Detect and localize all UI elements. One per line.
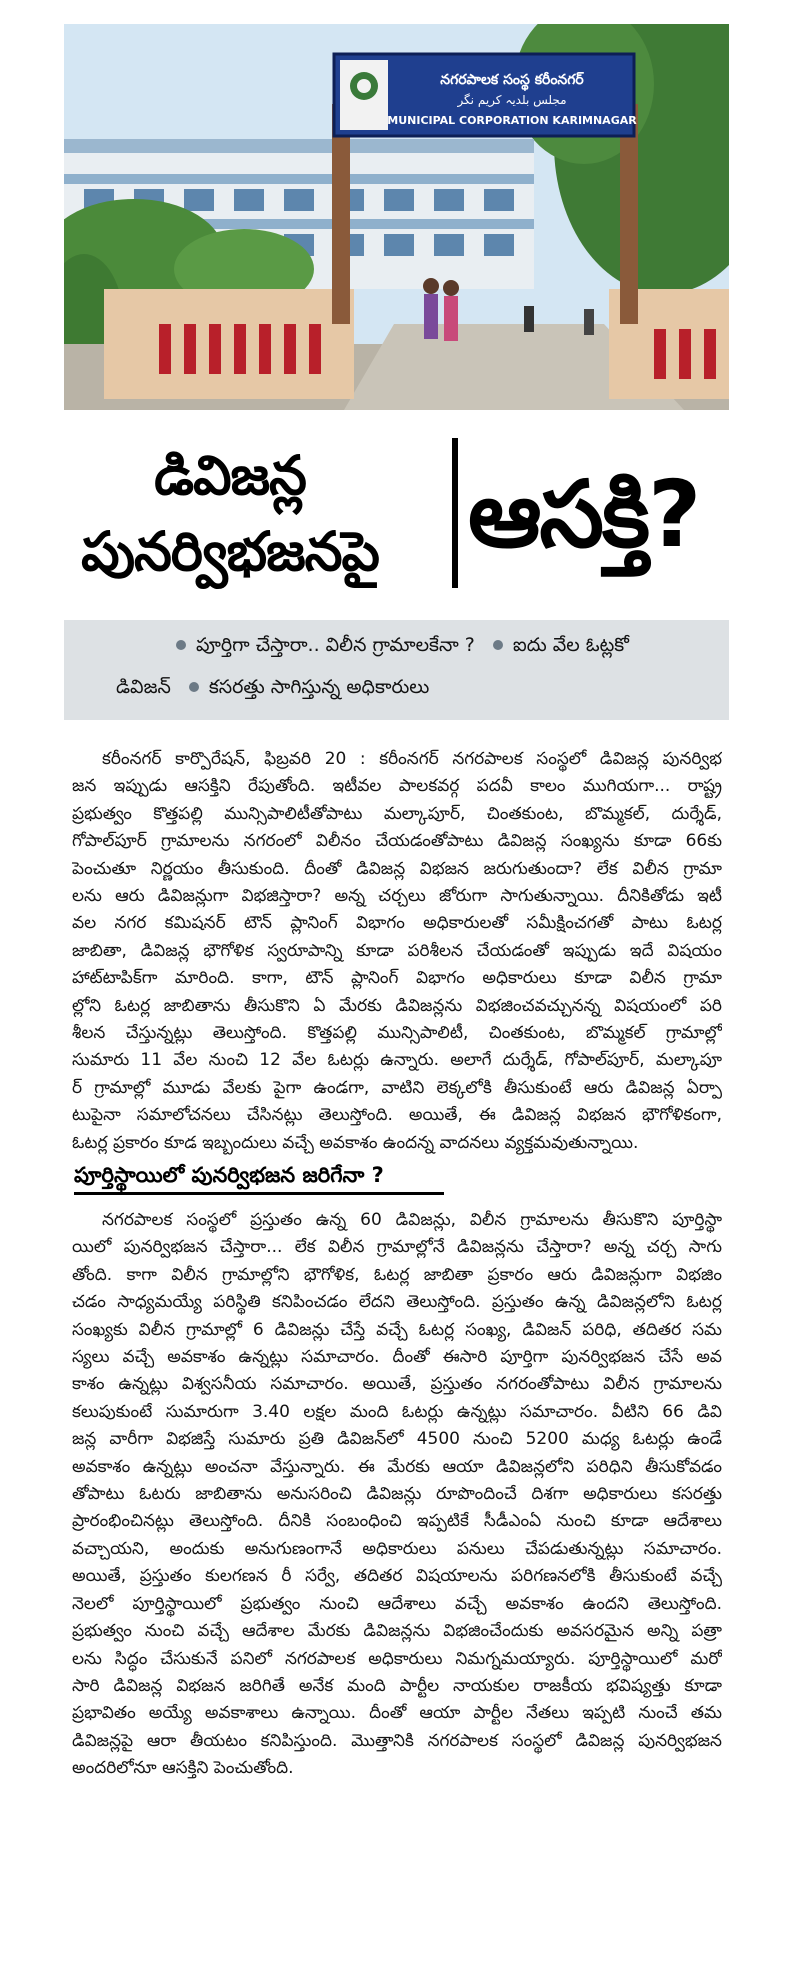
text-line: సుమారు 11 వేల నుంచి 12 వేల ఓటర్లు ఉన్నారు. అలాగే దుర్శేడ్, గోపాల్‌పూర్, మల్కాపూ	[72, 1050, 722, 1071]
text-line: శీలన చేస్తున్నట్లు తెలుస్తోంది. కొత్తపల్లి మున్సిపాలిటీ, చింతకుంట, బొమ్మకల్ గ్రామాల్లో	[72, 1023, 722, 1044]
section-subhead: పూర్తిస్థాయిలో పునర్విభజన జరిగేనా ?	[74, 1163, 384, 1187]
text-line: నగరపాలక సంస్థలో ప్రస్తుతం ఉన్న 60 డివిజన్లు, విలీన గ్రామాలను తీసుకొని పూర్తిస్థా	[102, 1210, 722, 1230]
text-line: ర్ గ్రామాల్లో మూడు వేలకు పైగా ఉండగా, వాటిని లెక్కలోకి తీసుకుంటే ఆరు డివిజన్ల ఏర్పా	[72, 1077, 722, 1098]
deck-item-1: పూర్తిగా చేస్తారా.. విలీన గ్రామాలకేనా ?	[196, 634, 475, 656]
text-line: ప్రారంభించినట్లు తెలుస్తోంది. దీనికి సంబంధించి ఇప్పటికే సీడీఎంఏ నుంచి కూడా ఆదేశాలు	[72, 1511, 722, 1532]
text-line: అయితే, ప్రస్తుతం కులగణన రీ సర్వే, తదితర విషయాలను పరిగణనలోకి తీసుకుంటే వచ్చే	[72, 1566, 722, 1587]
text-line: వల నగర కమిషనర్ టౌన్ ప్లానింగ్ విభాగం అధికారులతో సమీక్షించగతో పాటు ఓటర్ల	[72, 913, 722, 934]
text-line: పెంచుతూ నిర్ణయం తీసుకుంది. దీంతో డివిజన్ల విభజన జరుగుతుందా? లేక విలీన గ్రామా	[72, 858, 722, 879]
text-line: తోంది. కాగా విలీన గ్రామాల్లోని భౌగోళిక, ఓటర్ల జాబితా ప్రకారం ఆరు డివిజన్లుగా విభజిం	[72, 1264, 722, 1285]
headline-left	[64, 438, 396, 590]
bullet-icon	[493, 640, 503, 650]
headline-line-2: పునర్విభజనపై	[81, 520, 379, 583]
bullet-icon	[176, 640, 186, 650]
headline-line-1: డివిజన్ల	[154, 444, 306, 507]
text-line: టుపైనా సమాలోచనలు చేసినట్లు తెలుస్తోంది. అయితే, ఈ డివిజన్ల విభజన భౌగోళికంగా,	[72, 1105, 722, 1126]
text-line: సంఖ్యకు విలీన గ్రామాల్లో 6 డివిజన్లు చేస్తే వచ్చే ఓటర్ల సంఖ్య, డివిజన్ పరిధి, తదితర సమ	[72, 1319, 722, 1340]
text-line: జన్ల వారీగా విభజిస్తే సుమారు ప్రతి డివిజన్‌లో 4500 నుంచి 5200 మధ్య ఓటర్లు ఉండే	[72, 1429, 722, 1450]
deck-item-2b: డివిజన్	[116, 676, 171, 698]
article-paragraph-1	[72, 746, 722, 1157]
text-line: హాట్‌టాపిక్‌గా మారింది. కాగా, టౌన్ ప్లానింగ్ విభాగం అధికారులు కూడా విలీన గ్రామా	[72, 968, 722, 989]
subhead-underline	[74, 1192, 444, 1195]
text-line: అందరిలోనూ ఆసక్తిని పెంచుతోంది.	[72, 1758, 294, 1779]
text-line: ల్లోని ఓటర్ల జాబితాను తీసుకొని ఏ మేరకు డివిజన్లను విభజించవచ్చునన్న విషయంలో పరి	[72, 995, 722, 1016]
deck-item-2: ఐదు వేల ఓట్లకో	[512, 634, 629, 656]
headline	[64, 420, 729, 610]
text-line: జన ఇప్పుడు ఆసక్తిని రేపుతోంది. ఇటీవల పాలకవర్గ పదవీ కాలం ముగియగా... రాష్ట్ర	[72, 776, 722, 797]
headline-right: ఆసక్తి?	[468, 461, 700, 568]
text-line: నెలలో పూర్తిస్థాయిలో ప్రభుత్వం నుంచి ఆదేశాలు వచ్చే అవకాశం ఉందని తెలుస్తోంది.	[72, 1593, 722, 1614]
deck-row-2	[64, 676, 781, 703]
sign-urdu: مجلس بلدیہ کریم نگر	[457, 93, 567, 107]
text-line: ఓటర్ల ప్రకారం కూడ ఇబ్బందులు వచ్చే అవకాశం ఉందన్న వాదనలు వ్యక్తమవుతున్నాయి.	[72, 1132, 639, 1153]
text-line: ప్రభుత్వం కొత్తపల్లి మున్సిపాలిటీతోపాటు మల్కాపూర్, చింతకుంట, బొమ్మకల్, దుర్శేడ్,	[72, 803, 722, 824]
text-line: జాబితా, డివిజన్ల భౌగోళిక స్వరూపాన్ని కూడా పరిశీలన చేయడంతో ఇప్పుడు ఇదే విషయం	[72, 940, 722, 961]
text-line: ప్రభావితం అయ్యే అవకాశాలు ఉన్నాయి. దీంతో ఆయా పార్టీల నేతలు ఇప్పటి నుంచే తమ	[72, 1703, 722, 1724]
headline-divider	[452, 438, 458, 588]
text-line: లను ఆరు డివిజన్లుగా విభజిస్తారా? అన్న చర్చలు జోరుగా సాగుతున్నాయి. దీనికితోడు ఇటీ	[72, 886, 722, 907]
text-line: గోపాల్‌పూర్ గ్రామాలను నగరంలో విలీనం చేయడంతోపాటు డివిజన్ల సంఖ్యను కూడా 66కు	[72, 831, 722, 852]
text-line: సారి డివిజన్ల విభజన జరిగితే అనేక మంది పార్టీల నాయకుల రాజకీయ భవిష్యత్తు కూడా	[72, 1675, 722, 1696]
bullet-icon	[189, 682, 199, 692]
text-line: ప్రభుత్వం నుంచి వచ్చే ఆదేశాల మేరకు డివిజన్లను విభజించేందుకు అవసరమైన అన్ని పత్రా	[72, 1621, 722, 1642]
text-line: యిలో పునర్విభజన చేస్తారా... లేక విలీన గ్రామాల్లోనే డివిజన్లను చేస్తారా? అన్న చర్చ సాగు	[72, 1237, 722, 1258]
text-line: చడం సాధ్యమయ్యే పరిస్థితి కనిపించడం లేదని తెలుస్తోంది. ప్రస్తుతం ఉన్న డివిజన్లలోని ఓటర్ల	[72, 1292, 722, 1313]
sign-telugu: నగరపాలక సంస్థ కరీంనగర్	[440, 72, 584, 88]
text-line: లను సిద్ధం చేసుకునే పనిలో నగరపాలక అధికారులు నిమగ్నమయ్యారు. పూర్తిస్థాయిలో మరో	[72, 1648, 722, 1669]
text-line: తోపాటు ఓటరు జాబితాను అనుసరించి డివిజన్లు రూపొందించే దిశగా అధికారులు కసరత్తు	[72, 1484, 722, 1505]
text-line: వచ్చాయని, అందుకు అనుగుణంగానే అధికారులు పనులు చేపడుతున్నట్లు సమాచారం.	[72, 1538, 722, 1559]
sign-english: MUNICIPAL CORPORATION KARIMNAGAR	[387, 114, 637, 127]
text-line: కాశం ఉన్నట్లు విశ్వసనీయ సమాచారం. అయితే, ప్రస్తుతం నగరంతోపాటు విలీన గ్రామాలను	[72, 1374, 722, 1395]
deck-item-3: కసరత్తు సాగిస్తున్న అధికారులు	[208, 676, 430, 698]
text-line: స్యలు వచ్చే అవకాశం ఉన్నట్లు సమాచారం. దీంతో ఈసారి పూర్తిగా పునర్విభజన చేసే అవ	[72, 1347, 722, 1368]
text-line: కలుపుకుంటే సుమారుగా 3.40 లక్షల మంది ఓటర్లు ఉన్నట్లు సమాచారం. వీటిని 66 డివి	[72, 1401, 722, 1422]
text-line: అవకాశం ఉన్నట్లు అంచనా వేస్తున్నారు. ఈ మేరకు ఆయా డివిజన్లలోని పరిధిని తీసుకోవడం	[72, 1456, 722, 1477]
municipal-office-photo	[64, 24, 729, 410]
text-line: డివిజన్లపై ఆరా తీయటం కనిపిస్తుంది. మొత్తానికి నగరపాలక సంస్థలో డివిజన్ల పునర్విభజన	[72, 1730, 722, 1751]
text-line: కరీంనగర్ కార్పొరేషన్, ఫిబ్రవరి 20 : కరీంనగర్ నగరపాలక సంస్థలో డివిజన్ల పునర్విభ	[102, 749, 722, 769]
sub-deck	[64, 620, 729, 720]
article-paragraph-2	[72, 1207, 722, 1783]
article-photo	[64, 24, 729, 410]
deck-row-1	[64, 634, 729, 661]
